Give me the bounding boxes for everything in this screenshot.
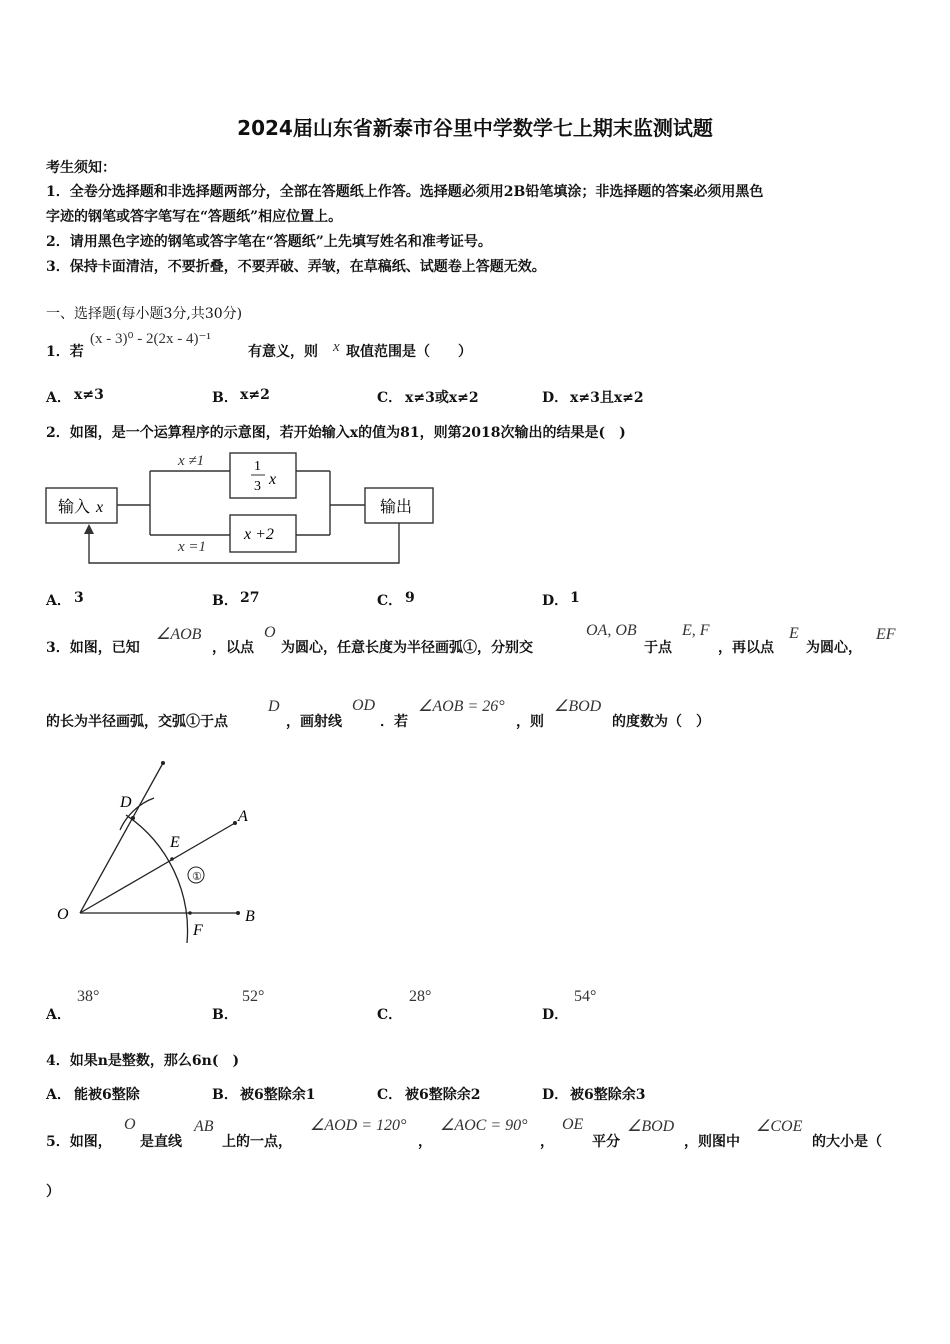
page-title: 2024届山东省新泰市谷里中学数学七上期末监测试题 (237, 116, 713, 140)
q3-math-d: D (268, 698, 280, 715)
q5-text-3: 上的一点， (222, 1134, 292, 1150)
q4-text: 4．如果n是整数，那么6n( ) (46, 1053, 240, 1069)
q2-option-a: 3 (74, 590, 84, 606)
flow-plus-label: x +2 (244, 526, 274, 543)
q5-math-aoc: ∠AOC = 90° (440, 1117, 528, 1134)
q2-option-b-label: B． (212, 593, 238, 609)
q1-option-a-label: A． (46, 390, 71, 406)
q1-option-d-label: D． (542, 390, 569, 406)
q5-math-oe: OE (562, 1116, 584, 1133)
q1-prefix: 1．若 (46, 344, 84, 360)
q5-text-2: 是直线 (140, 1134, 182, 1150)
label-a: A (238, 808, 248, 825)
q3-text-9: ．若 (380, 714, 408, 730)
q4-option-c-label: C． (377, 1087, 403, 1103)
q5-math-ab: AB (194, 1118, 214, 1135)
flow-frac-var: x (269, 471, 277, 488)
q4-option-b: 被6整除余1 (240, 1087, 316, 1103)
q5-math-bod: ∠BOD (627, 1118, 675, 1135)
q3-math-aob: ∠AOB (156, 626, 202, 643)
q2-option-b: 27 (240, 590, 260, 606)
q2-option-c: 9 (405, 590, 415, 606)
q5-math-aod: ∠AOD = 120° (310, 1117, 407, 1134)
q5-text-4: 平分 (592, 1134, 620, 1150)
q3-math-od: OD (352, 697, 376, 714)
label-arc-1: ① (192, 871, 202, 883)
q1-option-b-label: B． (212, 390, 238, 406)
q1-option-b: x≠2 (240, 387, 270, 403)
q1-text-1: 有意义，则 (248, 344, 318, 360)
flow-cond-bottom: x =1 (178, 539, 207, 555)
q3-math-ef: E, F (682, 622, 710, 639)
q3-text-2: ，以点 (212, 640, 254, 656)
q3-text-5: ，再以点 (718, 640, 774, 656)
q3-text-4: 于点 (644, 640, 672, 656)
q3-option-a-label: A． (46, 1007, 71, 1023)
q4-option-b-label: B． (212, 1087, 238, 1103)
q3-option-b: 52° (242, 988, 265, 1005)
label-b: B (245, 908, 255, 925)
flow-cond-top: x ≠1 (178, 453, 205, 469)
flow-frac-den: 3 (254, 479, 261, 494)
q3-math-ef2: EF (876, 626, 896, 643)
q3-angle-figure (50, 755, 280, 955)
q3-option-b-label: B． (212, 1007, 238, 1023)
notice-line-1a: 1．全卷分选择题和非选择题两部分，全部在答题纸上作答。选择题必须用2B铅笔填涂；非选择题的答案必须用黑色 (46, 184, 764, 200)
q3-math-oaob: OA, OB (586, 622, 637, 639)
q4-option-a-label: A． (46, 1087, 71, 1103)
q2-option-d-label: D． (542, 593, 569, 609)
q2-flowchart (40, 448, 440, 573)
q3-text-10: ，则 (516, 714, 544, 730)
q1-option-c-label: C． (377, 390, 403, 406)
q4-option-d-label: D． (542, 1087, 569, 1103)
q1-option-d: x≠3且x≠2 (570, 390, 644, 406)
q3-option-d: 54° (574, 988, 597, 1005)
q3-math-condition: ∠AOB = 26° (418, 698, 505, 715)
q3-text-11: 的度数为（ ） (612, 714, 710, 730)
flow-return-arrow (84, 524, 94, 534)
q4-option-d: 被6整除余3 (570, 1087, 646, 1103)
q5-text-5: ，则图中 (684, 1134, 740, 1150)
q3-text-8: ，画射线 (286, 714, 342, 730)
label-o: O (57, 906, 69, 923)
q4-option-a: 能被6整除 (74, 1087, 140, 1103)
q5-text-1: 5．如图， (46, 1134, 112, 1150)
q2-option-c-label: C． (377, 593, 403, 609)
q1-option-c: x≠3或x≠2 (405, 390, 479, 406)
label-e: E (170, 834, 180, 851)
section-heading: 一、选择题(每小题3分,共30分) (46, 306, 243, 322)
notice-line-2: 2．请用黑色字迹的钢笔或答字笔在“答题纸”上先填写姓名和准考证号。 (46, 234, 492, 250)
q3-math-e: E (789, 625, 799, 642)
q2-option-d: 1 (570, 590, 580, 606)
q5-text-6: 的大小是（ (812, 1134, 882, 1150)
ray-oa (80, 823, 235, 913)
q5-math-coe: ∠COE (756, 1118, 803, 1135)
q5-comma-2: ， (540, 1134, 554, 1150)
q1-variable: x (333, 339, 340, 355)
flow-output-label: 输出 (380, 499, 413, 516)
q1-option-a: x≠3 (74, 387, 104, 403)
flow-input-label: 输入 (58, 499, 91, 516)
q3-text-1: 3．如图，已知 (46, 640, 140, 656)
q3-option-a: 38° (77, 988, 100, 1005)
q3-option-c-label: C． (377, 1007, 403, 1023)
q5-comma-1: ， (418, 1134, 432, 1150)
label-f: F (193, 922, 203, 939)
notice-heading: 考生须知： (46, 160, 116, 176)
q5-math-o: O (124, 1116, 136, 1133)
q4-option-c: 被6整除余2 (405, 1087, 481, 1103)
q3-text-7: 的长为半径画弧，交弧①于点 (46, 714, 228, 730)
ray-od (80, 763, 163, 913)
q1-expression: (x - 3)⁰ - 2(2x - 4)⁻¹ (90, 331, 211, 347)
q2-option-a-label: A． (46, 593, 71, 609)
q1-text-2: 取值范围是（ ） (346, 344, 472, 360)
notice-line-1b: 字迹的钢笔或答字笔写在“答题纸”相应位置上。 (46, 209, 343, 225)
q3-text-3: 为圆心，任意长度为半径画弧①，分别交 (281, 640, 533, 656)
notice-line-3: 3．保持卡面清洁，不要折叠，不要弄破、弄皱，在草稿纸、试题卷上答题无效。 (46, 259, 546, 275)
q3-math-o: O (264, 624, 276, 641)
q3-math-bod: ∠BOD (554, 698, 602, 715)
q2-text: 2．如图，是一个运算程序的示意图，若开始输入x的值为81，则第2018次输出的结果是( ) (46, 425, 626, 441)
q3-text-6: 为圆心， (806, 640, 862, 656)
flow-frac-num: 1 (254, 459, 261, 474)
q3-option-c: 28° (409, 988, 432, 1005)
q5-text-7: ） (46, 1184, 60, 1200)
flow-input-var: x (96, 499, 104, 516)
q3-option-d-label: D． (542, 1007, 569, 1023)
label-d: D (120, 794, 132, 811)
